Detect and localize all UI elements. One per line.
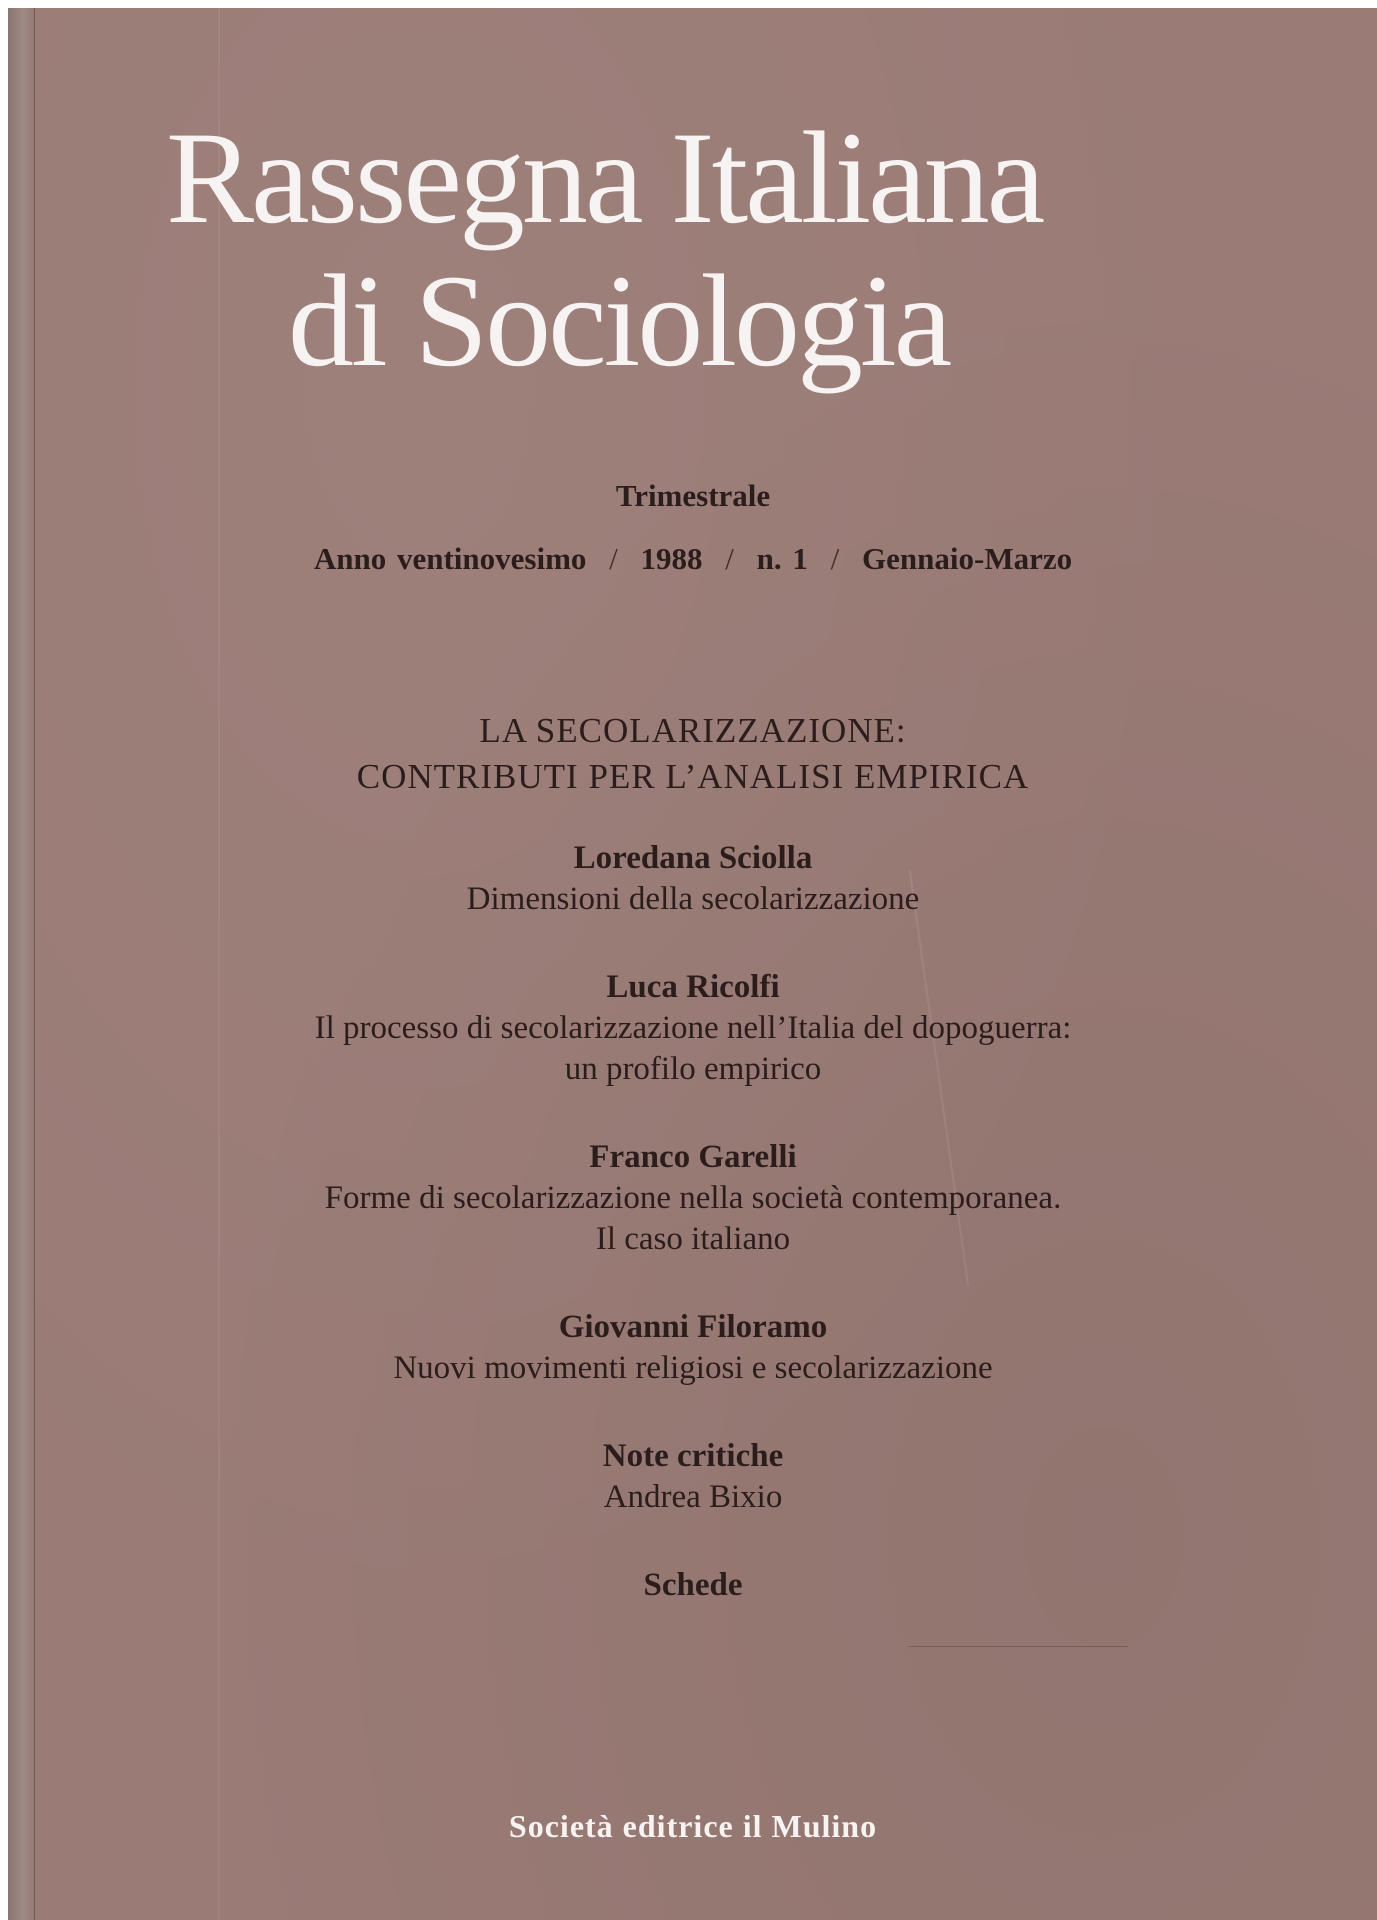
toc-article-title: Il processo di secolarizzazione nell’Italia del dopoguerra: un profilo empirico <box>314 1010 1072 1087</box>
toc-author: Franco Garelli <box>589 1139 797 1175</box>
issue-year: 1988 <box>640 541 703 576</box>
journal-title-line-2: di Sociologia <box>288 247 950 394</box>
issue-period: Gennaio-Marzo <box>862 541 1073 576</box>
table-of-contents <box>8 838 1377 1653</box>
publication-frequency: Trimestrale <box>615 478 771 513</box>
toc-schede <box>8 1565 1377 1606</box>
toc-author: Giovanni Filoramo <box>558 1309 828 1345</box>
issue-year-label: Anno ventinovesimo <box>313 541 587 576</box>
divider <box>908 1646 1128 1647</box>
toc-author: Loredana Sciolla <box>573 840 813 876</box>
publisher-name: Società editrice il Mulino <box>508 1808 878 1844</box>
toc-article-title: Dimensioni della secolarizzazione <box>466 881 920 917</box>
toc-article-title: Nuovi movimenti religiosi e secolarizzazione <box>393 1350 993 1386</box>
issue-theme-line-1: LA SECOLARIZZAZIONE: <box>479 711 907 750</box>
issue-number: n. 1 <box>756 541 808 576</box>
issue-separator: / <box>609 541 618 576</box>
toc-entry <box>8 838 1377 920</box>
issue-theme <box>8 708 1377 800</box>
issue-separator: / <box>725 541 734 576</box>
toc-notes-author: Andrea Bixio <box>603 1479 783 1515</box>
journal-title-line-1: Rassegna Italiana <box>166 104 1043 251</box>
issue-theme-line-2: CONTRIBUTI PER L’ANALISI EMPIRICA <box>356 757 1030 796</box>
issue-info <box>8 541 1377 577</box>
issue-separator: / <box>830 541 840 576</box>
toc-article-title: Forme di secolarizzazione nella società contemporanea. Il caso italiano <box>324 1180 1062 1257</box>
toc-section-heading: Note critiche <box>602 1438 784 1474</box>
toc-entry <box>8 1307 1377 1389</box>
toc-entry <box>8 1137 1377 1260</box>
toc-section-heading: Schede <box>643 1567 743 1603</box>
toc-author: Luca Ricolfi <box>606 969 780 1005</box>
toc-notes <box>8 1436 1377 1518</box>
toc-entry <box>8 967 1377 1090</box>
journal-cover <box>8 8 1377 1920</box>
